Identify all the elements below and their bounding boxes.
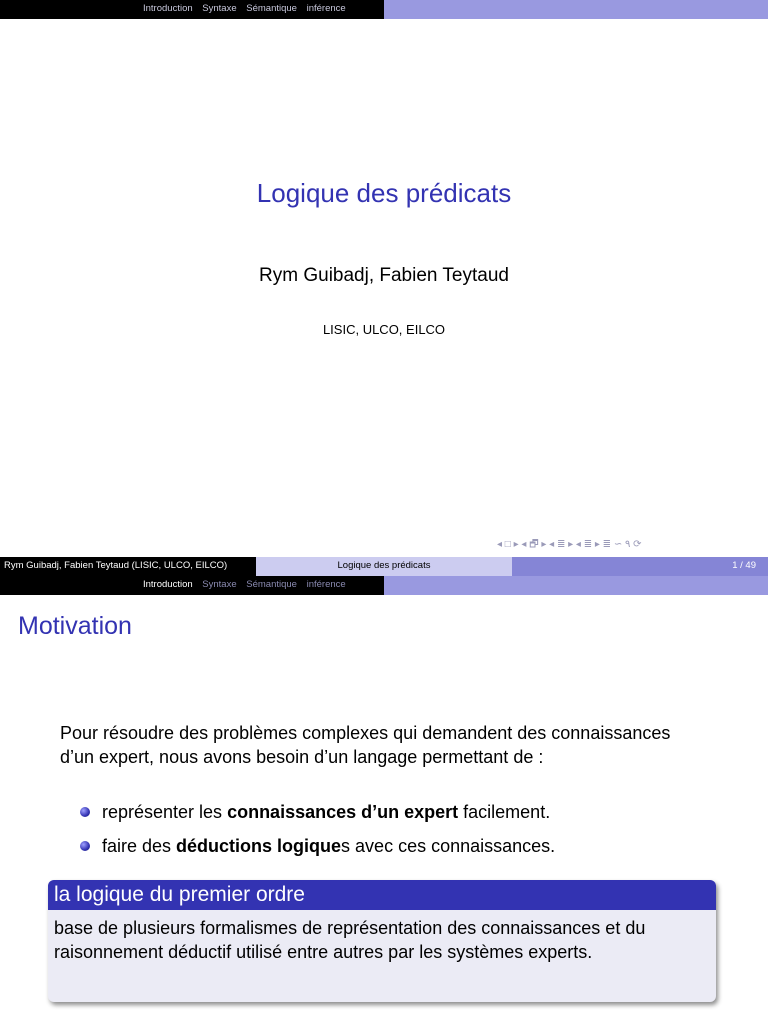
presentation-authors: Rym Guibadj, Fabien Teytaud [259, 265, 509, 286]
nav-semantique[interactable]: Sémantique [246, 3, 297, 14]
nav-introduction[interactable]: Introduction [143, 3, 193, 14]
nav-syntaxe[interactable]: Syntaxe [202, 579, 237, 590]
list-item [80, 800, 740, 834]
slide-motivation [0, 576, 768, 1024]
presentation-title: Logique des prédicats [256, 178, 512, 208]
section-navbar [0, 576, 768, 595]
footer-page-box [512, 557, 768, 576]
frame-title: Motivation [18, 612, 132, 640]
bullet-list [80, 800, 740, 868]
nav-introduction[interactable]: Introduction [143, 579, 193, 590]
footer-authors-box [0, 557, 256, 576]
footer-title: Logique des prédicats [337, 560, 431, 571]
presentation-institution: LISIC, ULCO, EILCO [322, 322, 446, 337]
beamer-navigation-symbols[interactable]: ◂ □ ▸ ◂ 🗗 ▸ ◂ ≣ ▸ ◂ ≣ ▸ ≣ ∽ ۹ ⟳ [497, 539, 642, 550]
section-nav-items [143, 579, 353, 590]
bullet-ball-icon [80, 841, 90, 851]
bullet2-pre: faire des [102, 836, 177, 856]
nav-semantique[interactable]: Sémantique [246, 579, 297, 590]
bullet2-post: s avec ces connaissances. [341, 836, 556, 856]
footer-page-number: 1 / 49 [732, 560, 756, 571]
footer-title-box [256, 557, 512, 576]
section-nav-items [143, 3, 353, 14]
navbar-light-half [384, 0, 768, 19]
nav-syntaxe[interactable]: Syntaxe [202, 3, 237, 14]
intro-paragraph: Pour résoudre des problèmes complexes qui demandent des connaissances d’un expert, nous avons besoin d’un langage permettant de : [60, 723, 671, 767]
section-navbar [0, 0, 768, 19]
nav-inference[interactable]: inférence [306, 3, 346, 14]
footer-authors: Rym Guibadj, Fabien Teytaud (LISIC, ULCO, EILCO) [4, 560, 228, 571]
block-body: base de plusieurs formalismes de représentation des connaissances et du raisonnement déductif utilisé entre autres par les systèmes experts. [54, 918, 646, 962]
bullet-ball-icon [80, 807, 90, 817]
block-title: la logique du premier ordre [48, 880, 716, 910]
bullet2-bold: déductions logique [176, 836, 342, 856]
bullet1-bold: connaissances d’un expert [227, 802, 459, 822]
bullet1-pre: représenter les [102, 802, 228, 822]
nav-inference[interactable]: inférence [306, 579, 346, 590]
bullet1-post: facilement. [458, 802, 551, 822]
definition-block [48, 880, 716, 1002]
navbar-light-half [384, 576, 768, 595]
list-item [80, 834, 740, 868]
slide-footer [0, 557, 768, 576]
